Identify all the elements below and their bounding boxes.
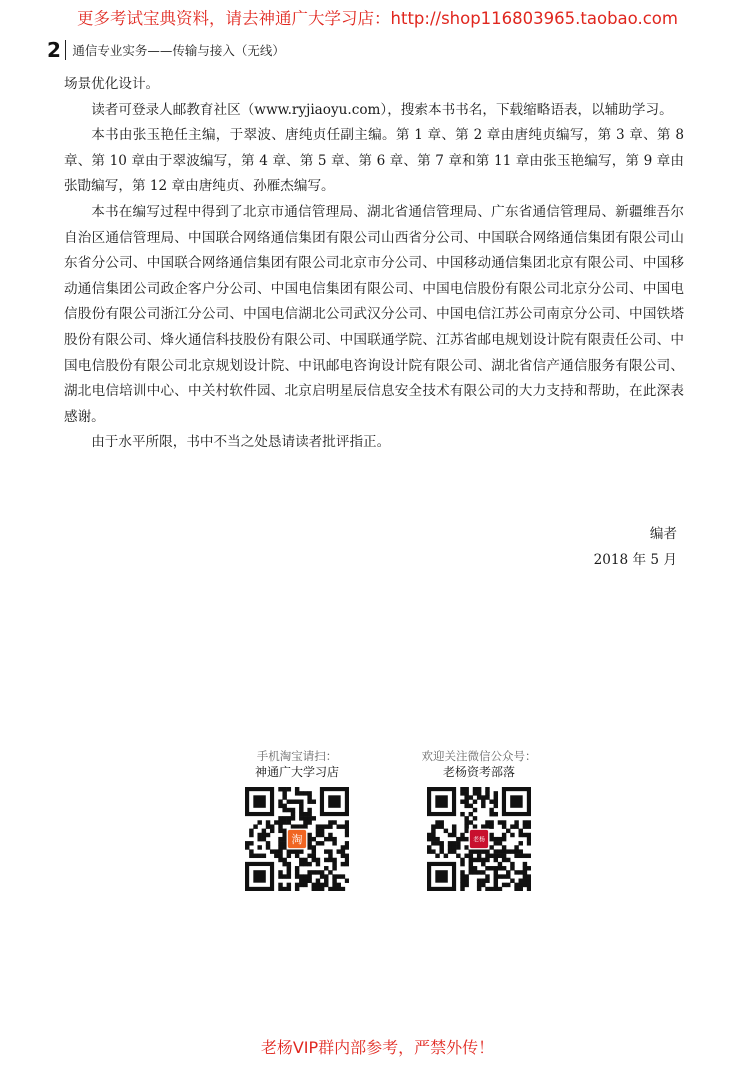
book-title: 通信专业实务——传输与接入（无线） xyxy=(72,43,285,58)
signature-author: 编者 xyxy=(649,526,677,542)
qr-account-name: 老杨资考部落 xyxy=(442,765,515,779)
taobao-qr-code-icon[interactable] xyxy=(245,787,349,891)
qr-shop-name: 神通广大学习店 xyxy=(254,765,339,779)
running-header xyxy=(47,38,285,62)
paragraph: 由于水平所限，书中不当之处恳请读者批评指正。 xyxy=(91,434,391,451)
paragraph: 本书由张玉艳任主编，于翠波、唐纯贞任副主编。第 1 章、第 2 章由唐纯贞编写，第 3 章、第 8 章、第 10 章由于翠波编写，第 4 章、第 5 章、第 6 章、第 7 章和第 11 章由张玉艳编写，第 9 章由张勖编写，第 12 章由唐纯贞、孙雁杰编写。 xyxy=(64,127,684,195)
svg-text:老杨: 老杨 xyxy=(472,836,486,844)
qr-caption: 手机淘宝请扫： xyxy=(256,749,338,763)
page-number: 2 xyxy=(47,38,61,62)
taobao-qr-block xyxy=(222,748,372,891)
body-text xyxy=(64,72,684,456)
paragraph: 本书在编写过程中得到了北京市通信管理局、湖北省通信管理局、广东省通信管理局、新疆维吾尔自治区通信管理局、中国联合网络通信集团有限公司山西省分公司、中国联合网络通信集团有限公司山东省分公司、中国联合网络通信集团有限公司北京市分公司、中国移动通信集团北京有限公司、中国移动通信集团公司政企客户分公司、中国电信集团有限公司、中国电信股份有限公司北京分公司、中国电信股份有限公司浙江分公司、中国电信湖北公司武汉分公司、中国电信江苏公司南京分公司、中国铁塔股份有限公司、烽火通信科技股份有限公司、中国联通学院、江苏省邮电规划设计院有限责任公司、中国电信股份有限公司北京规划设计院、中讯邮电咨询设计院有限公司、湖北省信产通信服务有限公司、湖北电信培训中心、中关村软件园、北京启明星辰信息安全技术有限公司的大力支持和帮助，在此深表感谢。 xyxy=(64,203,684,425)
top-promo-banner: 更多考试宝典资料，请去神通广大学习店：http://shop116803965.taobao.com xyxy=(77,9,678,28)
wechat-qr-block xyxy=(404,748,554,891)
qr-caption: 欢迎关注微信公众号： xyxy=(421,749,537,763)
svg-text:淘: 淘 xyxy=(291,833,303,846)
paragraph: 场景优化设计。 xyxy=(64,76,160,92)
bottom-promo-banner: 老杨VIP群内部参考，严禁外传！ xyxy=(260,1038,495,1057)
wechat-qr-code-icon[interactable] xyxy=(427,787,531,891)
header-divider xyxy=(65,40,67,60)
paragraph: 读者可登录人邮教育社区（www.ryjiaoyu.com），搜索本书书名，下载缩略语表，以辅助学习。 xyxy=(91,101,673,118)
signature-block xyxy=(594,522,677,573)
signature-date: 2018 年 5 月 xyxy=(593,551,677,568)
